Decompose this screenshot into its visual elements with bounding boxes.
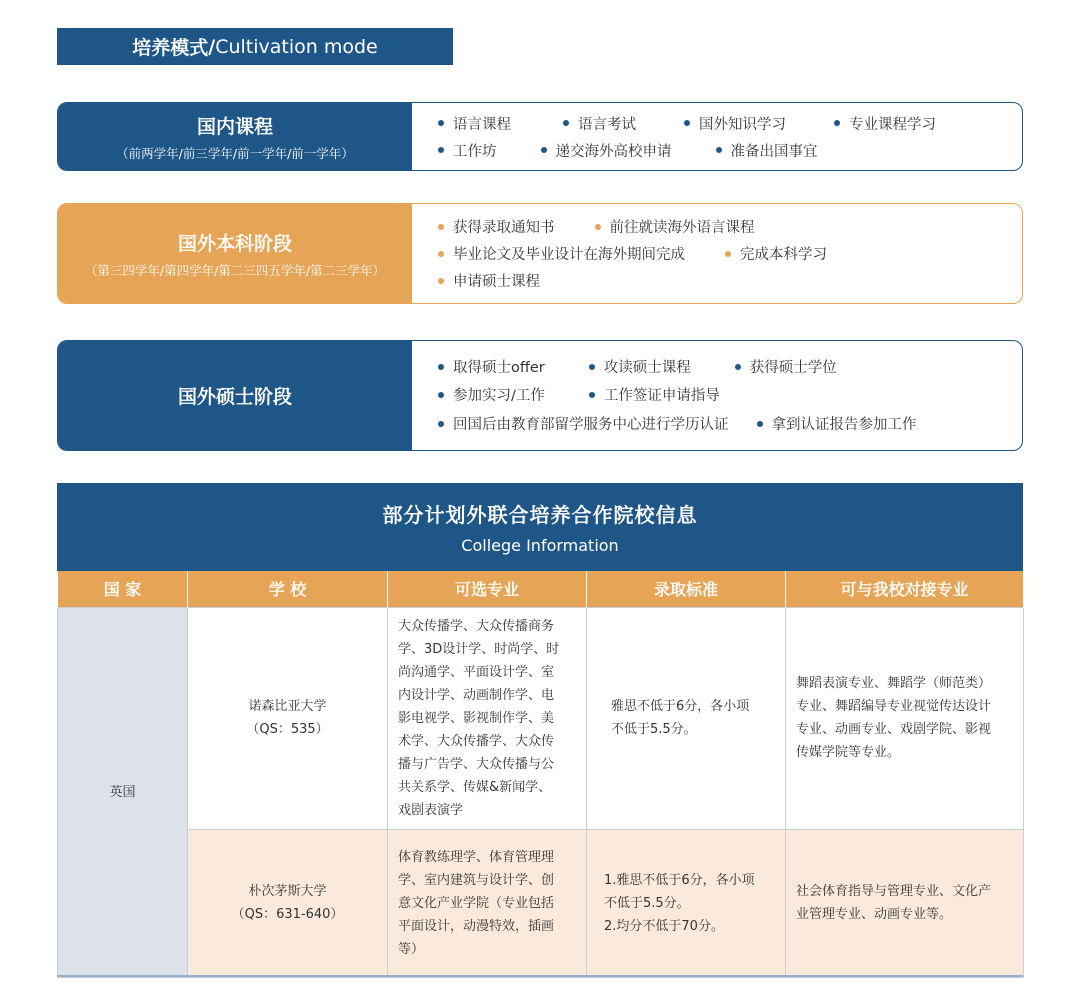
bullet-item: 工作签证申请指导 [587, 384, 720, 405]
header-standard: 录取标准 [587, 571, 786, 607]
bullet-item: 递交海外高校申请 [539, 140, 672, 161]
stage-title: 国外硕士阶段 [177, 386, 292, 408]
cell-school [188, 829, 388, 977]
stage-items [412, 204, 1022, 303]
table-header-row [58, 571, 1024, 607]
header-school: 学 校 [188, 571, 388, 607]
bullet-item: 完成本科学习 [723, 243, 827, 264]
college-subtitle: College Information [461, 536, 619, 555]
cell-country: 英国 [58, 607, 188, 977]
header-country: 国 家 [58, 571, 188, 607]
college-banner [57, 483, 1023, 571]
school-qs: （QS：535） [246, 722, 329, 737]
stage-overseas-master [57, 340, 1023, 451]
item-row [436, 240, 1022, 267]
bullet-item: 回国后由教育部留学服务中心进行学历认证 [436, 413, 729, 434]
item-row [436, 381, 1022, 409]
bullet-item: 专业课程学习 [832, 113, 936, 134]
section-title-sep: / [208, 35, 216, 58]
stage-overseas-bachelor-header [58, 204, 412, 303]
item-row [436, 213, 1022, 240]
table-row [58, 607, 1024, 829]
table-row [58, 829, 1024, 977]
item-row [436, 409, 1022, 439]
bullet-item: 获得硕士学位 [733, 356, 837, 377]
section-title [57, 28, 453, 65]
bullet-item: 语言考试 [561, 113, 636, 134]
stage-overseas-bachelor [57, 203, 1023, 304]
college-table [57, 571, 1024, 978]
bullet-item: 取得硕士offer [436, 356, 545, 377]
header-match: 可与我校对接专业 [786, 571, 1024, 607]
stage-overseas-master-header [58, 341, 412, 450]
bullet-item: 攻读硕士课程 [587, 356, 691, 377]
section-title-en: Cultivation mode [215, 35, 378, 58]
school-name: 朴次茅斯大学 [248, 884, 327, 899]
bullet-item: 语言课程 [436, 113, 511, 134]
school-name: 诺森比亚大学 [248, 699, 327, 714]
bullet-item: 申请硕士课程 [436, 270, 540, 291]
bullet-item: 工作坊 [436, 140, 497, 161]
section-title-cn: 培养模式 [132, 37, 209, 59]
cell-majors: 体育教练理学、体育管理理 学、室内建筑与设计学、创 意文化产业学院（专业包括 平面设计，动漫特效，插画 等） [388, 829, 587, 977]
cell-match: 社会体育指导与管理专业、文化产 业管理专业、动画专业等。 [786, 829, 1024, 977]
stage-domestic [57, 102, 1023, 171]
stage-items [412, 103, 1022, 170]
bullet-item: 前往就读海外语言课程 [593, 216, 755, 237]
bullet-item: 获得录取通知书 [436, 216, 555, 237]
cell-majors: 大众传播学、大众传播商务 学、3D设计学、时尚学、时 尚沟通学、平面设计学、室 内设计学、动画制作学、电 影电视学、影视制作学、美 术学、大众传播学、大众传 播与广告学、大众传播与公 共关系学、传媒&新闻学、 戏剧表演学 [388, 607, 587, 829]
college-title: 部分计划外联合培养合作院校信息 [382, 503, 698, 527]
stage-items [412, 341, 1022, 450]
stage-subtitle: （前两学年/前三学年/前一学年/前一学年） [116, 145, 354, 161]
bullet-item: 准备出国事宜 [714, 140, 818, 161]
stage-domestic-header [58, 103, 412, 170]
cell-standard: 1.雅思不低于6分，各小项 不低于5.5分。 2.均分不低于70分。 [587, 829, 786, 977]
stage-title: 国外本科阶段 [177, 232, 292, 255]
bullet-item: 参加实习/工作 [436, 384, 545, 405]
school-qs: （QS：631-640） [231, 907, 344, 922]
bullet-item: 国外知识学习 [682, 113, 786, 134]
cell-match: 舞蹈表演专业、舞蹈学（师范类） 专业、舞蹈编导专业视觉传达设计 专业、动画专业、戏剧学院、影视 传媒学院等专业。 [786, 607, 1024, 829]
header-majors: 可选专业 [388, 571, 587, 607]
college-info [57, 483, 1023, 977]
stage-title: 国内课程 [196, 115, 273, 138]
item-row [436, 137, 1022, 164]
item-row [436, 353, 1022, 381]
cell-school [188, 607, 388, 829]
bullet-item: 拿到认证报告参加工作 [755, 413, 917, 434]
stage-subtitle: （第三四学年/第四学年/第二三四五学年/第二三学年） [84, 262, 386, 278]
item-row [436, 110, 1022, 137]
cell-standard: 雅思不低于6分，各小项 不低于5.5分。 [587, 607, 786, 829]
item-row [436, 267, 1022, 294]
table-bottom-border [57, 975, 1023, 977]
bullet-item: 毕业论文及毕业设计在海外期间完成 [436, 243, 685, 264]
